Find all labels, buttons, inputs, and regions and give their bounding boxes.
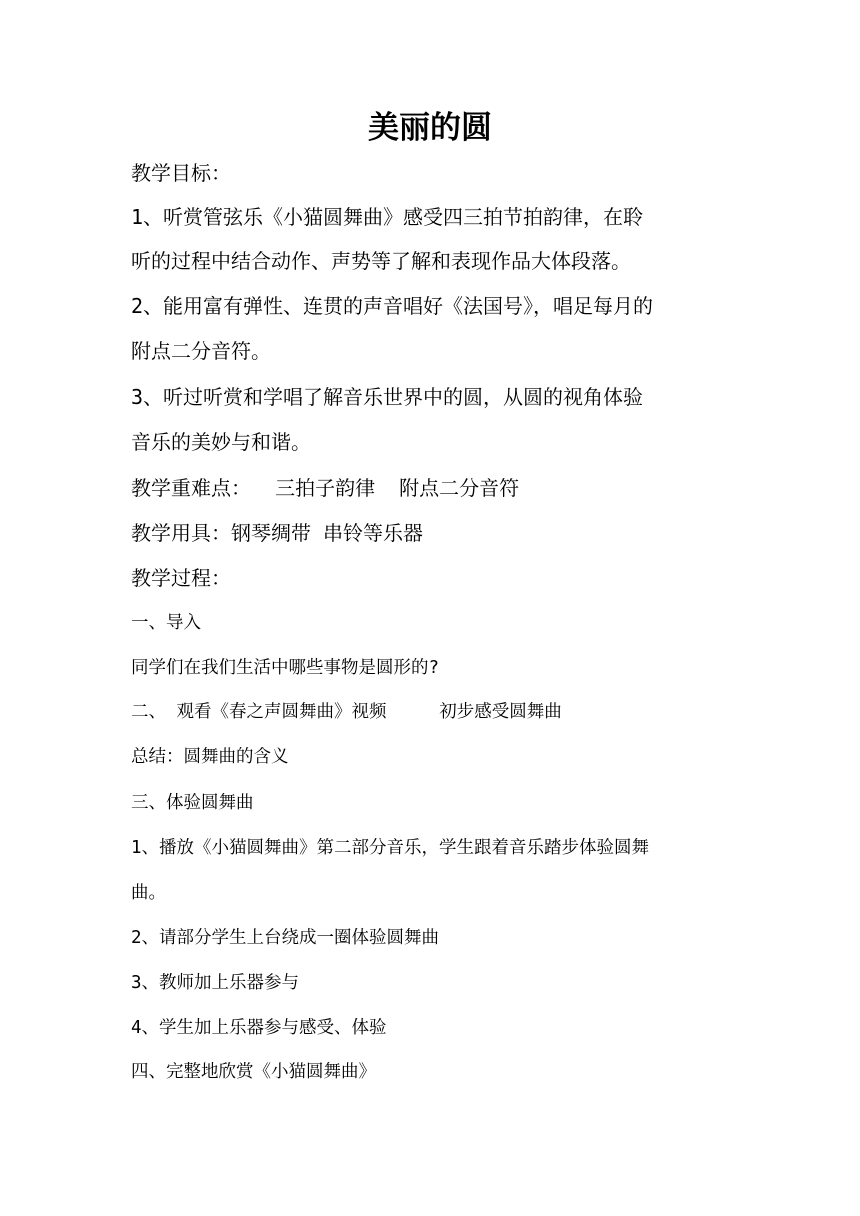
objectives-heading: 教学目标： — [131, 161, 231, 185]
objective-1-line1: 1、听赏管弦乐《小猫圆舞曲》感受四三拍节拍韵律，在聆 — [131, 205, 644, 229]
key-points: 教学重难点： 三拍子韵律 附点二分音符 — [131, 476, 520, 500]
objective-3-line2: 音乐的美妙与和谐。 — [131, 430, 311, 454]
step-3: 3、教师加上乐器参与 — [131, 973, 300, 993]
section-1-text: 同学们在我们生活中哪些事物是圆形的? — [131, 658, 440, 678]
step-1-line1: 1、播放《小猫圆舞曲》第二部分音乐，学生跟着音乐踏步体验圆舞 — [131, 838, 650, 858]
step-1-line2: 曲。 — [131, 883, 166, 903]
section-2-heading: 二、 观看《春之声圆舞曲》视频 初步感受圆舞曲 — [131, 702, 562, 722]
section-3-heading: 三、体验圆舞曲 — [131, 793, 254, 813]
document-title: 美丽的圆 — [368, 110, 492, 146]
step-4: 4、学生加上乐器参与感受、体验 — [131, 1018, 387, 1038]
objective-3-line1: 3、听过听赏和学唱了解音乐世界中的圆，从圆的视角体验 — [131, 385, 644, 409]
step-2: 2、请部分学生上台绕成一圈体验圆舞曲 — [131, 928, 440, 948]
summary-text: 总结：圆舞曲的含义 — [131, 747, 289, 767]
section-1-heading: 一、导入 — [131, 613, 201, 633]
teaching-tools: 教学用具：钢琴绸带 串铃等乐器 — [131, 521, 424, 545]
objective-1-line2: 听的过程中结合动作、声势等了解和表现作品大体段落。 — [131, 249, 631, 273]
section-4-heading: 四、完整地欣赏《小猫圆舞曲》 — [131, 1062, 376, 1082]
objective-2-line2: 附点二分音符。 — [131, 339, 271, 363]
objective-2-line1: 2、能用富有弹性、连贯的声音唱好《法国号》，唱足每月的 — [131, 294, 654, 318]
process-heading: 教学过程： — [131, 566, 231, 590]
